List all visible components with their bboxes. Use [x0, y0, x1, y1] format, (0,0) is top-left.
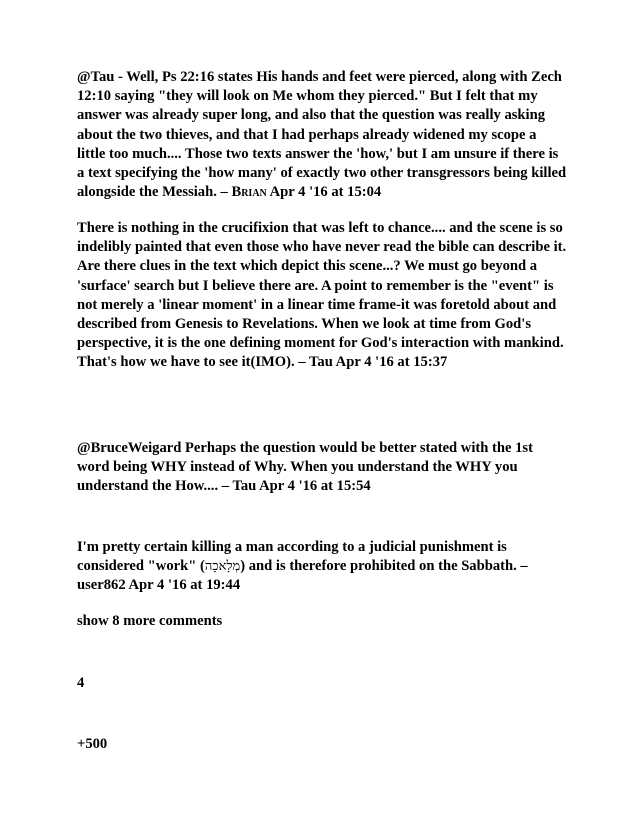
comment-text-end: ) and is therefore prohibited on the Sabbath. [240, 558, 517, 575]
comment-text: There is nothing in the crucifixion that was left to chance.... and the scene is so indelibly painted that even those who have never read the bible can describe it. Are there clues in the text which depict this scene...? We must go beyond a 'surface' search but I believe there are. A point to remember is the "event" is not merely a 'linear moment' in a linear time frame-it was foretold about and described from Genesis to Revelations. When we look at time from God's perspective, it is the one defining moment for God's interaction with mankind. That's how we have to see it(IMO). [77, 220, 567, 371]
comment-separator: – [516, 558, 528, 575]
comment-author-link[interactable]: Tau [309, 354, 333, 371]
comment-1 [77, 68, 567, 202]
comment-text: @BruceWeigard Perhaps the question would be better stated with the 1st word being WHY instead of Why. When you understand the WHY you understand the How.... [77, 440, 533, 495]
show-more-comments-link[interactable]: show 8 more comments [77, 613, 223, 629]
comment-author-link[interactable]: Tau [232, 478, 257, 495]
comment-text: @Tau - Well, Ps 22:16 states His hands and feet were pierced, along with Zech 12:10 saying "they will look on Me whom they pierced." But I felt that my answer was already super long, and also that the question was really asking about the two thieves, and that I had perhaps already widened my scope a little too much.... Those two texts answer the 'how,' but I am unsure if there is a text specifying the 'how many' of exactly two other transgressors being killed alongside the Messiah. [77, 69, 567, 201]
comment-author-link[interactable]: Brian [231, 184, 267, 201]
comment-separator: – [294, 354, 310, 371]
comment-timestamp[interactable]: Apr 4 '16 at 19:44 [125, 577, 241, 594]
bounty-badge: +500 [77, 736, 108, 752]
comment-timestamp[interactable]: Apr 4 '16 at 15:04 [266, 184, 382, 201]
comment-separator: – [218, 478, 233, 495]
comment-text: I'm pretty certain killing a man according to a judicial punishment is considered "work" ( [77, 539, 507, 575]
comment-4 [77, 538, 567, 596]
hebrew-word: מְלָאכָה [204, 559, 241, 575]
answer-vote-count: 4 [77, 675, 85, 691]
comment-separator: – [216, 184, 232, 201]
comment-timestamp[interactable]: Apr 4 '16 at 15:37 [332, 354, 448, 371]
comment-2 [77, 219, 567, 373]
comment-timestamp[interactable]: Apr 4 '16 at 15:54 [256, 478, 371, 495]
comment-3 [77, 439, 567, 497]
comment-author-link[interactable]: user862 [77, 577, 126, 594]
